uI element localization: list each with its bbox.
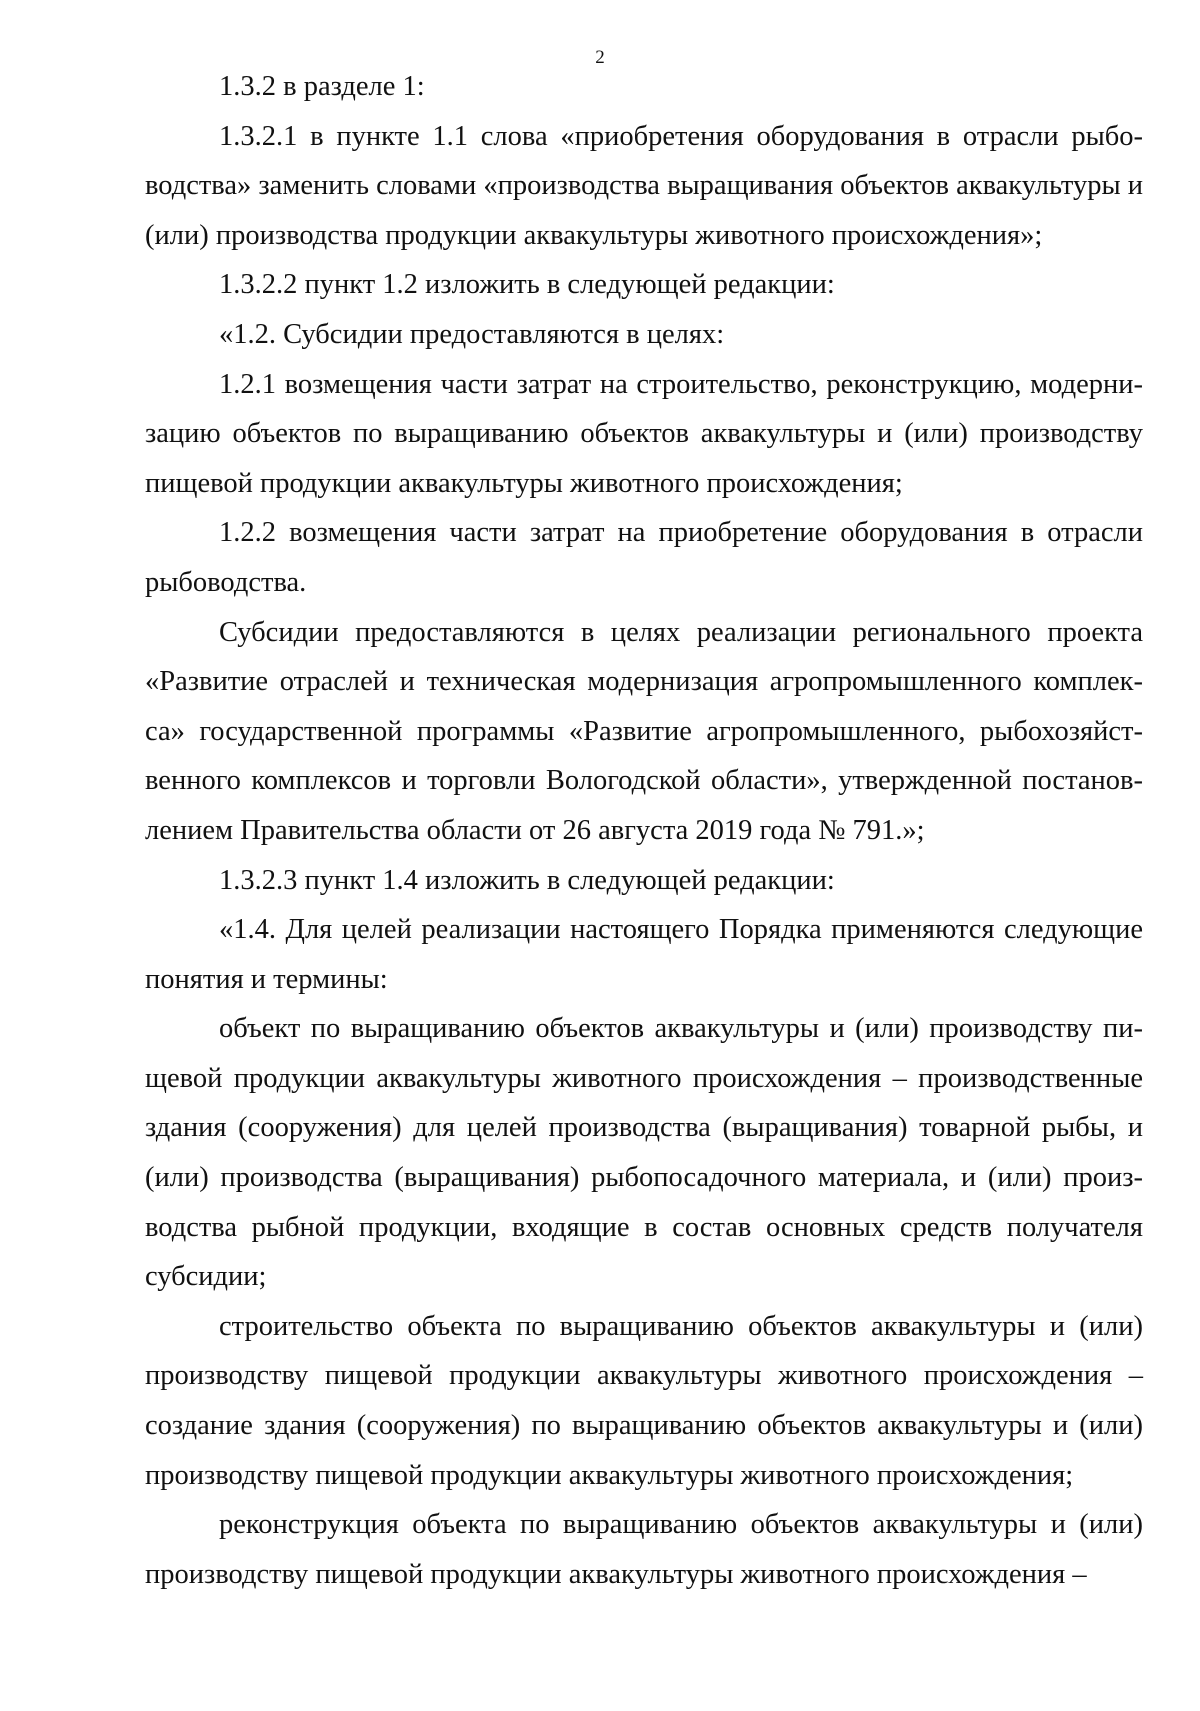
paragraph-1-3-2-1: 1.3.2.1 в пункте 1.1 слова «приобретения оборудования в отрасли рыбоводства» заменить словами «производства выращивания объектов аквакультуры и (или) производства продукции аквакультуры животного происхождения»; <box>145 120 1143 251</box>
paragraph-definition-construction: строительство объекта по выращиванию объектов аквакультуры и (или) производству пищевой продукции аквакультуры животного происхождения – создание здания (сооружения) по выращиванию объектов аквакультуры и (или) производству пищевой продукции аквакультуры животного происхождения; <box>145 1310 1143 1491</box>
paragraph-1-4-heading: «1.4. Для целей реализации настоящего Порядка применяются следующие понятия и термины: <box>145 914 1143 995</box>
document-body <box>145 62 1143 1599</box>
paragraph-1-2-2: 1.2.2 возмещения части затрат на приобретение оборудования в отрасли рыбоводства. <box>145 517 1143 598</box>
paragraph-1-3-2-3: 1.3.2.3 пункт 1.4 изложить в следующей редакции: <box>219 864 835 896</box>
paragraph-definition-reconstruction: реконструкция объекта по выращиванию объектов аквакультуры и (или) производству пищевой продукции аквакультуры животного происхождения – <box>145 1509 1143 1590</box>
paragraph-subsidies-purpose: Субсидии предоставляются в целях реализации регионального проекта «Развитие отраслей и техническая модернизация агропромышленного комплекса» государственной программы «Развитие агропромышленного, рыбохозяйственного комплексов и торговли Вологодской области», утвержденной постановлением Правительства области от 26 августа 2019 года № 791.»; <box>145 616 1143 846</box>
paragraph-1-2-1: 1.2.1 возмещения части затрат на строительство, реконструкцию, модернизацию объектов по выращиванию объектов аквакультуры и (или) производству пищевой продукции аквакультуры животного происхождения; <box>145 368 1143 499</box>
paragraph-1-3-2: 1.3.2 в разделе 1: <box>219 71 425 102</box>
paragraph-1-3-2-2: 1.3.2.2 пункт 1.2 изложить в следующей редакции: <box>219 269 835 301</box>
paragraph-1-2-heading: «1.2. Субсидии предоставляются в целях: <box>219 318 725 350</box>
paragraph-definition-object: объект по выращиванию объектов аквакультуры и (или) производству пищевой продукции аквакультуры животного происхождения – производственные здания (сооружения) для целей производства (выращивания) товарной рыбы, и (или) производства (выращивания) рыбопосадочного материала, и (или) производства рыбной продукции, входящие в состав основных средств получателя субсидии; <box>145 1013 1143 1293</box>
page-number: 2 <box>595 47 605 68</box>
